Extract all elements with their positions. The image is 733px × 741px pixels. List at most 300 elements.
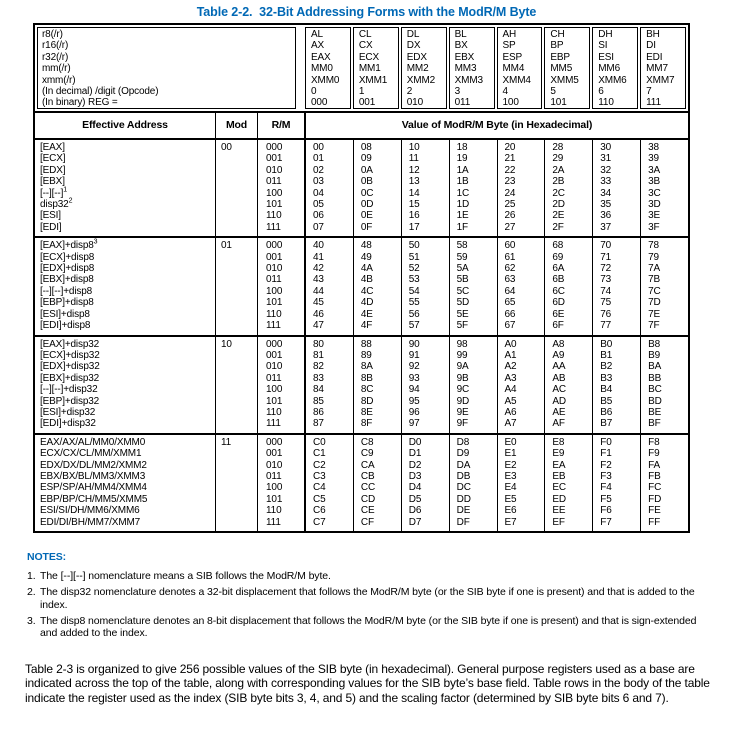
mod-value-cell — [215, 337, 257, 433]
modrm-value: 22 — [504, 164, 516, 176]
modrm-value: 4B — [360, 274, 373, 286]
modrm-value: BD — [648, 395, 662, 407]
modrm-value: 3C — [648, 187, 661, 199]
rm-value-cell — [257, 435, 304, 531]
modrm-value: 3F — [648, 221, 660, 233]
modrm-value: B7 — [600, 418, 613, 430]
rm-value-cell — [257, 238, 304, 334]
effective-address-entry: [EDX]+disp32 — [40, 361, 100, 373]
modrm-value: 2E — [552, 210, 565, 222]
modrm-value-column — [304, 337, 353, 433]
modrm-value: 21 — [504, 153, 516, 165]
note-item — [27, 570, 709, 582]
modrm-value-column — [304, 238, 353, 334]
effective-address-entry: ECX/CX/CL/MM/XMM1 — [40, 448, 142, 460]
modrm-value: FD — [648, 493, 662, 505]
footnote-reference: 3 — [93, 238, 98, 246]
modrm-value: D5 — [408, 493, 422, 505]
modrm-block-mod-00 — [35, 138, 688, 236]
rm-entry: 011 — [266, 470, 282, 482]
rm-entry: 110 — [266, 308, 282, 320]
register-name: XMM7 — [646, 74, 675, 86]
modrm-value: E0 — [504, 436, 517, 448]
modrm-value: 38 — [648, 142, 659, 153]
register-type-line: xmm(/r) — [42, 74, 76, 86]
modrm-value: F9 — [648, 448, 660, 460]
register-type-line: r8(/r) — [42, 29, 63, 40]
modrm-value: A6 — [504, 406, 517, 418]
register-name: ESI — [598, 51, 614, 63]
modrm-value: CC — [360, 482, 376, 494]
modrm-value-header: Value of ModR/M Byte (in Hexadecimal) — [304, 113, 688, 138]
modrm-value: 15 — [408, 199, 420, 211]
modrm-value: AA — [552, 361, 566, 373]
register-name: EDX — [406, 51, 427, 63]
register-name: BL — [454, 29, 467, 40]
register-column — [640, 27, 686, 109]
modrm-value: F8 — [648, 436, 660, 448]
mod-value: 10 — [221, 338, 232, 350]
modrm-value: D4 — [408, 482, 422, 494]
modrm-value: F5 — [600, 493, 612, 505]
modrm-value: B2 — [600, 361, 613, 373]
modrm-value: 5E — [456, 308, 469, 320]
rm-entry: 010 — [266, 263, 283, 275]
register-type-line: mm(/r) — [42, 63, 71, 75]
register-name: MM1 — [358, 63, 381, 75]
effective-address-entry: [EAX] — [40, 142, 65, 153]
modrm-value: 7A — [648, 263, 661, 275]
register-name: DH — [598, 29, 613, 40]
effective-address-entry: EDI/DI/BH/MM7/XMM7 — [40, 516, 141, 528]
modrm-value: 5B — [456, 274, 469, 286]
register-name: MM2 — [406, 63, 429, 75]
modrm-value: 67 — [504, 320, 516, 332]
modrm-value: B3 — [600, 372, 613, 384]
rm-entry: 001 — [266, 349, 283, 361]
modrm-value: 13 — [408, 176, 420, 188]
effective-address-entry: [EBX]+disp32 — [40, 372, 100, 384]
modrm-value: EE — [552, 505, 566, 517]
register-name: 1 — [358, 86, 365, 98]
modrm-value: C0 — [313, 436, 326, 448]
effective-address-entry: [ECX] — [40, 153, 66, 165]
modrm-block-mod-01 — [35, 236, 688, 334]
effective-address-cell — [35, 238, 215, 334]
modrm-value: DD — [456, 493, 471, 505]
modrm-value: 84 — [313, 384, 324, 396]
modrm-value: 8E — [360, 406, 373, 418]
modrm-value-column — [401, 140, 449, 236]
rm-entry: 001 — [266, 251, 283, 263]
modrm-value: DE — [456, 505, 471, 517]
modrm-value: 82 — [313, 361, 324, 373]
modrm-value: 0E — [360, 210, 373, 222]
modrm-value: 2F — [552, 221, 564, 233]
modrm-value: 70 — [600, 240, 612, 252]
modrm-value: 1A — [456, 164, 469, 176]
modrm-block-mod-10 — [35, 335, 688, 433]
modrm-value: 6C — [552, 285, 565, 297]
modrm-value: CF — [360, 516, 374, 528]
modrm-value: 0F — [360, 221, 373, 233]
modrm-value-column — [449, 238, 497, 334]
register-name: DI — [646, 40, 656, 52]
modrm-value: 9D — [456, 395, 470, 407]
modrm-value: 51 — [408, 251, 420, 263]
table-title: Table 2-2. 32-Bit Addressing Forms with the ModR/M Byte — [196, 5, 537, 19]
register-name: XMM3 — [454, 74, 483, 86]
modrm-value: 41 — [313, 251, 324, 263]
modrm-value: 2B — [552, 176, 565, 188]
modrm-value-column — [353, 238, 401, 334]
modrm-value: 53 — [408, 274, 420, 286]
modrm-value: 7C — [648, 285, 661, 297]
modrm-value: DA — [456, 459, 471, 471]
register-name: EBX — [454, 51, 475, 63]
modrm-value: 33 — [600, 176, 612, 188]
register-operand-types-cell — [37, 27, 296, 109]
sib-description-paragraph: Table 2-3 is organized to give 256 possible values of the SIB byte (in hexadecimal). General purpose registers used as a base are indicated across the top of the table, along with corresponding values for the SIB byte’s base field. Table rows in the body of the table indicate the register used as the index (SIB byte bits 3, 4, and 5) and the scaling factor (determined by SIB byte bits 6 and 7). — [25, 662, 710, 705]
modrm-value: 5F — [456, 320, 468, 332]
register-header-row — [35, 25, 688, 113]
modrm-value: E6 — [504, 505, 517, 517]
modrm-value: EA — [552, 459, 566, 471]
modrm-value-column — [544, 435, 592, 531]
modrm-value-column — [353, 337, 401, 433]
modrm-value: 2D — [552, 199, 565, 211]
effective-address-entry: [EAX]+disp32 — [40, 338, 100, 350]
modrm-value: F7 — [600, 516, 612, 528]
register-name: XMM1 — [358, 74, 388, 86]
modrm-value: 7E — [648, 308, 661, 320]
register-name: MM4 — [502, 63, 525, 75]
modrm-value: CD — [360, 493, 376, 505]
modrm-value: 26 — [504, 210, 516, 222]
register-column — [305, 27, 351, 109]
effective-address-entry: [EDI]+disp8 — [40, 320, 91, 332]
modrm-value: E9 — [552, 448, 565, 460]
modrm-value: 0C — [360, 187, 374, 199]
modrm-value: 3E — [648, 210, 661, 222]
modrm-value: 24 — [504, 187, 516, 199]
modrm-value: 18 — [456, 142, 468, 153]
rm-entry: 011 — [266, 176, 282, 188]
rm-entry: 000 — [266, 338, 283, 350]
modrm-value: 04 — [313, 187, 324, 199]
modrm-value: D1 — [408, 448, 422, 460]
rm-entry: 100 — [266, 187, 283, 199]
modrm-value: 08 — [360, 142, 372, 153]
modrm-value: 3D — [648, 199, 661, 211]
modrm-value: 6A — [552, 263, 565, 275]
register-column — [401, 27, 447, 109]
register-type-line: r32(/r) — [42, 51, 69, 63]
modrm-value: 58 — [456, 240, 468, 252]
modrm-value: 66 — [504, 308, 516, 320]
modrm-value: 80 — [313, 338, 324, 350]
modrm-value: 3B — [648, 176, 661, 188]
modrm-value: 98 — [456, 338, 468, 350]
modrm-value: F0 — [600, 436, 612, 448]
modrm-value: C5 — [313, 493, 326, 505]
mod-header: Mod — [215, 113, 257, 138]
rm-entry: 100 — [266, 384, 283, 396]
modrm-value: AB — [552, 372, 566, 384]
rm-entry: 111 — [266, 418, 281, 430]
rm-value-cell — [257, 140, 304, 236]
modrm-value: 62 — [504, 263, 516, 275]
modrm-value: 40 — [313, 240, 324, 252]
rm-entry: 101 — [266, 395, 283, 407]
modrm-value: CA — [360, 459, 375, 471]
modrm-value: B5 — [600, 395, 613, 407]
effective-address-cell — [35, 140, 215, 236]
modrm-value: 00 — [313, 142, 324, 153]
modrm-value: C4 — [313, 482, 326, 494]
rm-entry: 001 — [266, 448, 283, 460]
modrm-value-column — [640, 140, 688, 236]
effective-address-entry: EBX/BX/BL/MM3/XMM3 — [40, 470, 146, 482]
modrm-value: 99 — [456, 349, 468, 361]
modrm-value-column — [640, 435, 688, 531]
modrm-value: 27 — [504, 221, 516, 233]
modrm-value: 92 — [408, 361, 420, 373]
modrm-value: FA — [648, 459, 661, 471]
register-column — [592, 27, 638, 109]
modrm-value: 9F — [456, 418, 468, 430]
modrm-value: C3 — [313, 470, 326, 482]
rm-entry: 101 — [266, 493, 283, 505]
modrm-value: 17 — [408, 221, 420, 233]
modrm-value: 6B — [552, 274, 565, 286]
modrm-value: 76 — [600, 308, 612, 320]
modrm-value: B1 — [600, 349, 613, 361]
modrm-value: B9 — [648, 349, 661, 361]
modrm-value: 5A — [456, 263, 469, 275]
modrm-value-column — [592, 337, 640, 433]
modrm-value: 1F — [456, 221, 468, 233]
footnote-reference: 2 — [68, 197, 73, 205]
effective-address-entry: [EDX]+disp8 — [40, 263, 95, 275]
register-name: MM3 — [454, 63, 477, 75]
modrm-value: CB — [360, 470, 375, 482]
modrm-value: BF — [648, 418, 661, 430]
modrm-value: E4 — [504, 482, 517, 494]
modrm-value: 6D — [552, 297, 565, 309]
register-name: ECX — [358, 51, 379, 63]
note-text: The disp32 nomenclature denotes a 32-bit displacement that follows the ModR/M byte (or the SIB byte if one is present) and that is added to the index. — [40, 586, 695, 611]
modrm-value-column — [640, 238, 688, 334]
modrm-value: E5 — [504, 493, 517, 505]
modrm-value: 94 — [408, 384, 420, 396]
register-name: XMM5 — [550, 74, 579, 86]
register-name: 7 — [646, 86, 652, 98]
modrm-value: E7 — [504, 516, 517, 528]
modrm-value-column — [544, 140, 592, 236]
modrm-value: B6 — [600, 406, 613, 418]
modrm-value-column — [544, 238, 592, 334]
modrm-value: 9B — [456, 372, 469, 384]
effective-address-entry: [EDX] — [40, 164, 66, 176]
modrm-value: FE — [648, 505, 661, 517]
modrm-value: DC — [456, 482, 471, 494]
mod-value-cell — [215, 140, 257, 236]
effective-address-entry: EAX/AX/AL/MM0/XMM0 — [40, 436, 146, 448]
modrm-value-column — [304, 435, 353, 531]
modrm-value: 57 — [408, 320, 420, 332]
register-name: DX — [406, 40, 421, 52]
modrm-value: B8 — [648, 338, 661, 350]
modrm-value-column — [401, 337, 449, 433]
effective-address-entry: EBP/BP/CH/MM5/XMM5 — [40, 493, 148, 505]
effective-address-entry: [ESI]+disp32 — [40, 406, 96, 418]
modrm-value: 01 — [313, 153, 324, 165]
modrm-value: BB — [648, 372, 662, 384]
modrm-value: 12 — [408, 164, 420, 176]
modrm-value: 42 — [313, 263, 324, 275]
register-name: EAX — [311, 51, 331, 63]
effective-address-cell — [35, 337, 215, 433]
rm-entry: 010 — [266, 164, 283, 176]
modrm-value-column — [592, 238, 640, 334]
modrm-value: 73 — [600, 274, 612, 286]
register-name: 100 — [502, 97, 519, 109]
modrm-value: BC — [648, 384, 662, 396]
modrm-value: 4A — [360, 263, 373, 275]
modrm-value-column — [497, 140, 545, 236]
register-name: ESP — [502, 51, 523, 63]
modrm-value: 78 — [648, 240, 659, 252]
modrm-value: 71 — [600, 251, 612, 263]
modrm-value: 39 — [648, 153, 659, 165]
effective-address-entry: [--][--]+disp32 — [40, 384, 98, 396]
register-type-line: (In decimal) /digit (Opcode) — [42, 86, 159, 98]
effective-address-entry: [EDI] — [40, 221, 62, 233]
modrm-value: B4 — [600, 384, 613, 396]
modrm-value: 49 — [360, 251, 372, 263]
rm-entry: 100 — [266, 482, 283, 494]
modrm-value: 45 — [313, 297, 324, 309]
modrm-value: DB — [456, 470, 471, 482]
modrm-value: 9C — [456, 384, 470, 396]
effective-address-entry: [ESI] — [40, 210, 61, 222]
notes-heading: NOTES: — [27, 551, 67, 563]
rm-entry: 011 — [266, 274, 282, 286]
register-name: 0 — [311, 86, 317, 98]
modrm-value: 16 — [408, 210, 420, 222]
modrm-value: 9A — [456, 361, 469, 373]
modrm-value: F6 — [600, 505, 612, 517]
modrm-value: 20 — [504, 142, 516, 153]
modrm-value: A3 — [504, 372, 517, 384]
modrm-value: 4E — [360, 308, 373, 320]
mod-value-cell — [215, 238, 257, 334]
modrm-value: 46 — [313, 308, 324, 320]
note-number: 1. — [27, 570, 36, 583]
modrm-value: 43 — [313, 274, 324, 286]
modrm-value: C2 — [313, 459, 326, 471]
register-name: 011 — [454, 97, 471, 109]
rm-entry: 000 — [266, 240, 283, 252]
register-name: 3 — [454, 86, 461, 98]
modrm-value: C8 — [360, 436, 374, 448]
rm-entry: 010 — [266, 361, 283, 373]
modrm-value: 89 — [360, 349, 372, 361]
modrm-value: 79 — [648, 251, 659, 263]
modrm-value: 95 — [408, 395, 420, 407]
effective-address-entry: ESI/SI/DH/MM6/XMM6 — [40, 505, 140, 517]
register-name: 6 — [598, 86, 604, 98]
modrm-value: EC — [552, 482, 566, 494]
modrm-value: 44 — [313, 285, 324, 297]
rm-entry: 111 — [266, 320, 281, 332]
modrm-value: 72 — [600, 263, 612, 275]
register-name: 5 — [550, 86, 556, 98]
modrm-value: 07 — [313, 221, 324, 233]
register-name: 101 — [550, 97, 567, 109]
modrm-value: BE — [648, 406, 662, 418]
modrm-value: EF — [552, 516, 565, 528]
rm-entry: 111 — [266, 221, 281, 233]
effective-address-entry: [EBP]+disp32 — [40, 395, 100, 407]
modrm-value: 97 — [408, 418, 420, 430]
rm-entry: 101 — [266, 199, 283, 211]
register-column — [497, 27, 543, 109]
register-columns — [305, 27, 686, 109]
modrm-value: 74 — [600, 285, 612, 297]
modrm-value: 03 — [313, 176, 324, 188]
modrm-value: 8F — [360, 418, 373, 430]
modrm-value: A7 — [504, 418, 517, 430]
effective-address-entry: [--][--]+disp8 — [40, 285, 93, 297]
modrm-value: 91 — [408, 349, 420, 361]
modrm-value: 11 — [408, 153, 419, 165]
modrm-value: C7 — [313, 516, 326, 528]
modrm-value: C6 — [313, 505, 326, 517]
rm-entry: 110 — [266, 210, 282, 222]
modrm-value-column — [449, 337, 497, 433]
register-name: XMM4 — [502, 74, 531, 86]
register-type-line: r16(/r) — [42, 40, 69, 52]
register-name: SI — [598, 40, 608, 52]
note-number: 3. — [27, 614, 36, 627]
modrm-value: 52 — [408, 263, 420, 275]
modrm-value: A9 — [552, 349, 565, 361]
modrm-value: D3 — [408, 470, 422, 482]
modrm-value: 0A — [360, 164, 373, 176]
register-name: 010 — [406, 97, 423, 109]
register-name: MM6 — [598, 63, 621, 75]
register-name: XMM2 — [406, 74, 436, 86]
rm-value-cell — [257, 337, 304, 433]
modrm-value: A5 — [504, 395, 517, 407]
modrm-value: 7F — [648, 320, 660, 332]
modrm-value: F2 — [600, 459, 612, 471]
modrm-value-column — [497, 337, 545, 433]
modrm-value: FB — [648, 470, 661, 482]
modrm-value: 6E — [552, 308, 565, 320]
modrm-value: F3 — [600, 470, 612, 482]
modrm-value: 56 — [408, 308, 420, 320]
modrm-value: 30 — [600, 142, 612, 153]
modrm-value: 19 — [456, 153, 468, 165]
modrm-value: 47 — [313, 320, 324, 332]
rm-entry: 101 — [266, 297, 283, 309]
modrm-value: 35 — [600, 199, 612, 211]
modrm-value: ED — [552, 493, 566, 505]
modrm-value: D7 — [408, 516, 422, 528]
